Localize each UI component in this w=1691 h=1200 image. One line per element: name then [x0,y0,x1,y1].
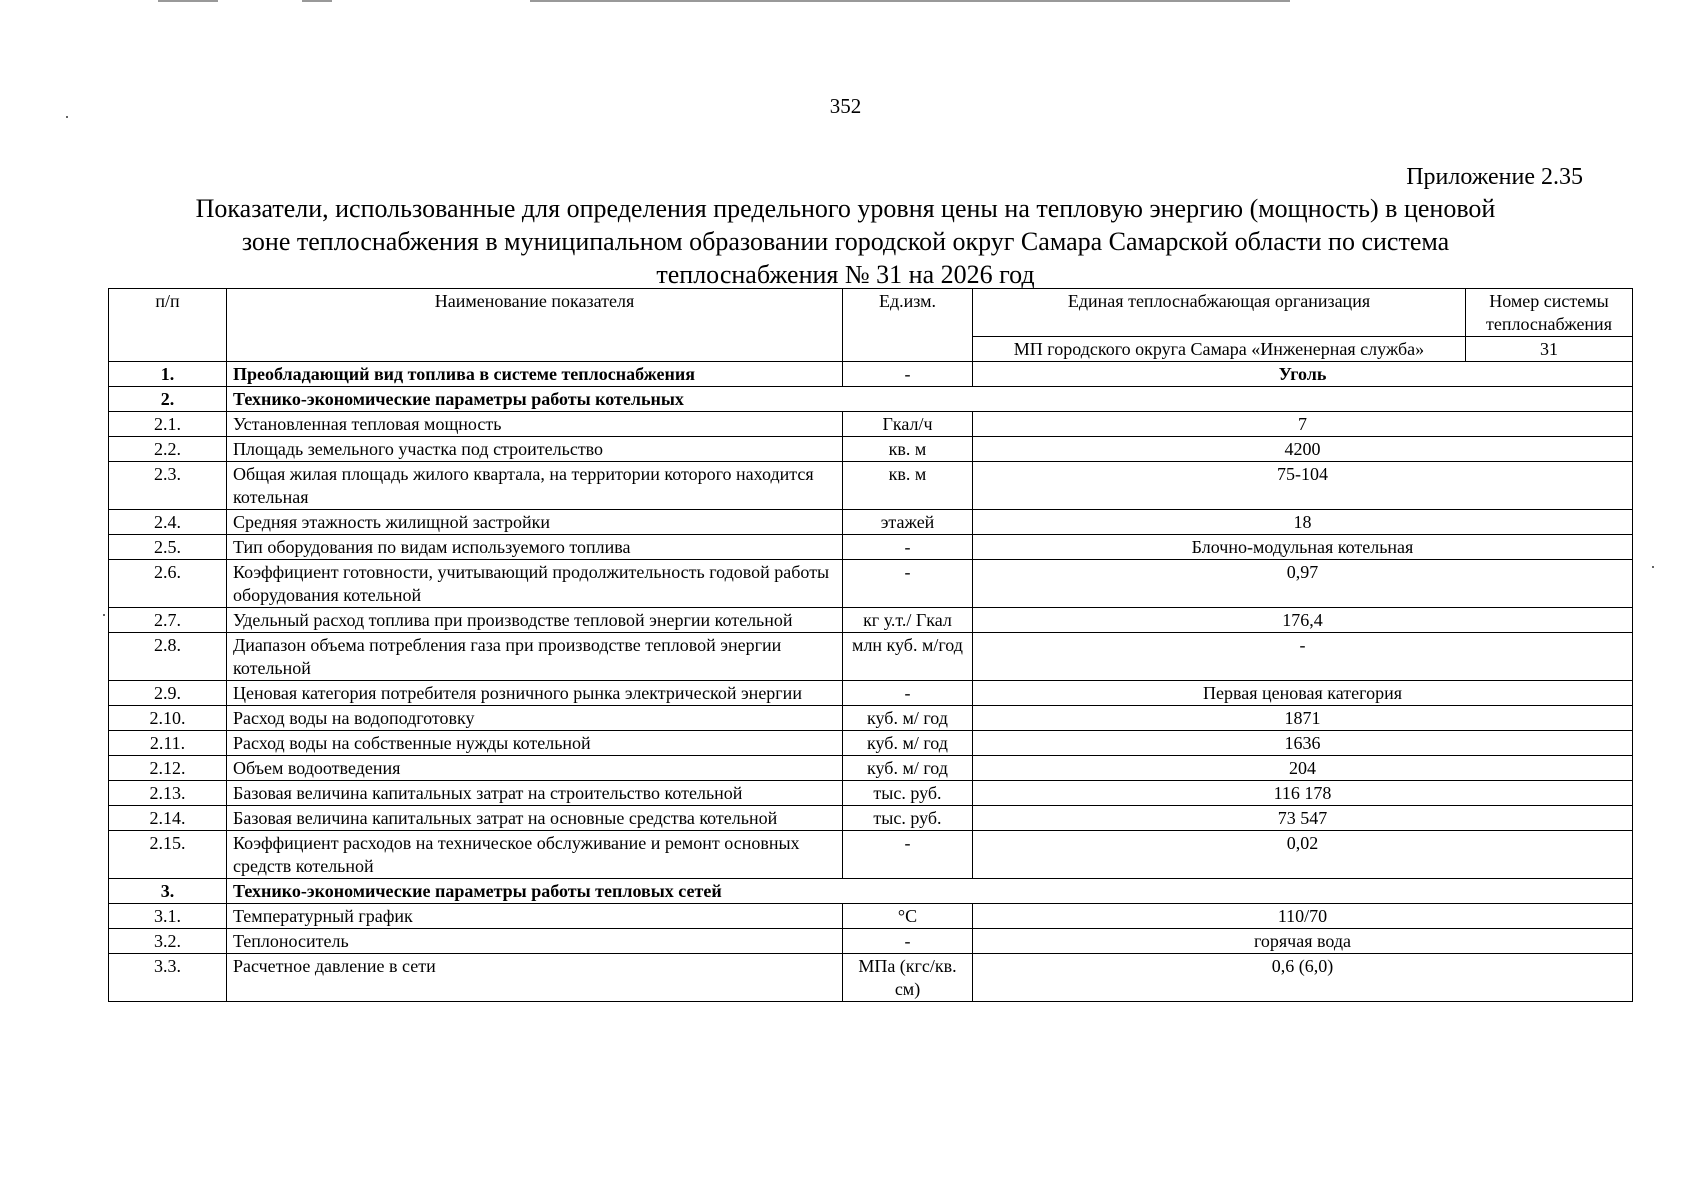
row-value: 116 178 [973,781,1633,806]
title-line-2: зоне теплоснабжения в муниципальном образовании городской округ Самара Самарской области по система [241,227,1450,256]
table-row [109,535,1633,560]
row-name: Расход воды на водоподготовку [227,706,843,731]
row-name: Базовая величина капитальных затрат на строительство котельной [227,781,843,806]
table-row [109,806,1633,831]
row-number: 2.5. [109,535,227,560]
section-title: Технико-экономические параметры работы котельных [227,387,1633,412]
document-title [108,192,1583,291]
page-number: 352 [829,94,862,118]
title-line-3: теплоснабжения № 31 на 2026 год [656,260,1035,289]
row-number: 2. [109,387,227,412]
table-row [109,756,1633,781]
row-name: Общая жилая площадь жилого квартала, на территории которого находится котельная [227,462,843,510]
row-value: горячая вода [973,929,1633,954]
table-row [109,831,1633,879]
row-unit: - [843,560,973,608]
row-number: 3.3. [109,954,227,1002]
system-number: 31 [1466,337,1633,362]
row-unit: куб. м/ год [843,706,973,731]
table-row [109,462,1633,510]
row-name: Расход воды на собственные нужды котельной [227,731,843,756]
row-value: 75-104 [973,462,1633,510]
row-value: 4200 [973,437,1633,462]
header-unit: Ед.изм. [843,289,973,362]
row-unit: тыс. руб. [843,781,973,806]
row-name: Коэффициент готовности, учитывающий продолжительность годовой работы оборудования котельной [227,560,843,608]
row-number: 2.3. [109,462,227,510]
row-unit: тыс. руб. [843,806,973,831]
section-title: Технико-экономические параметры работы тепловых сетей [227,879,1633,904]
indicators-table [108,288,1633,1002]
row-value: 0,6 (6,0) [973,954,1633,1002]
row-number: 3. [109,879,227,904]
row-number: 2.15. [109,831,227,879]
table-row [109,437,1633,462]
table-header-row [109,289,1633,337]
section-row [109,387,1633,412]
table-row [109,633,1633,681]
row-value: 110/70 [973,904,1633,929]
row-value: 0,97 [973,560,1633,608]
row-unit: - [843,362,973,387]
row-number: 3.1. [109,904,227,929]
row-name: Объем водоотведения [227,756,843,781]
row-name: Преобладающий вид топлива в системе теплоснабжения [227,362,843,387]
row-unit: МПа (кгс/кв. см) [843,954,973,1002]
row-value: 1871 [973,706,1633,731]
row-value: Уголь [973,362,1633,387]
row-number: 2.9. [109,681,227,706]
scan-edge-line [302,0,332,2]
row-number: 2.7. [109,608,227,633]
scan-edge-line [530,0,1290,2]
row-number: 2.14. [109,806,227,831]
table-row [109,412,1633,437]
table-row [109,510,1633,535]
row-value: 0,02 [973,831,1633,879]
row-name: Удельный расход топлива при производстве тепловой энергии котельной [227,608,843,633]
row-unit: этажей [843,510,973,535]
header-num: п/п [109,289,227,362]
row-name: Площадь земельного участка под строительство [227,437,843,462]
section-row [109,879,1633,904]
scan-edge-line [158,0,218,2]
row-unit: куб. м/ год [843,756,973,781]
row-unit: - [843,831,973,879]
row-number: 2.1. [109,412,227,437]
table-row [109,904,1633,929]
row-number: 2.2. [109,437,227,462]
row-unit: млн куб. м/год [843,633,973,681]
table-row [109,706,1633,731]
header-name: Наименование показателя [227,289,843,362]
row-number: 2.6. [109,560,227,608]
row-value: Первая ценовая категория [973,681,1633,706]
row-name: Температурный график [227,904,843,929]
row-unit: кв. м [843,462,973,510]
row-number: 2.11. [109,731,227,756]
table-row [109,781,1633,806]
row-number: 2.12. [109,756,227,781]
org-name: МП городского округа Самара «Инженерная служба» [973,337,1466,362]
table-row [109,731,1633,756]
row-value: - [973,633,1633,681]
row-value: 7 [973,412,1633,437]
row-name: Установленная тепловая мощность [227,412,843,437]
row-name: Диапазон объема потребления газа при производстве тепловой энергии котельной [227,633,843,681]
scan-speck [1652,566,1654,568]
row-number: 1. [109,362,227,387]
row-unit: Гкал/ч [843,412,973,437]
appendix-label: Приложение 2.35 [1406,164,1583,190]
row-unit: - [843,681,973,706]
table-row [109,560,1633,608]
row-name: Тип оборудования по видам используемого топлива [227,535,843,560]
table-row [109,608,1633,633]
row-name: Ценовая категория потребителя розничного рынка электрической энергии [227,681,843,706]
row-number: 2.13. [109,781,227,806]
row-value: 73 547 [973,806,1633,831]
row-unit: - [843,535,973,560]
row-value: 18 [973,510,1633,535]
row-number: 3.2. [109,929,227,954]
title-line-1: Показатели, использованные для определения предельного уровня цены на тепловую энергию (мощность) в ценовой [195,194,1496,223]
row-unit: куб. м/ год [843,731,973,756]
header-system: Номер системы теплоснабжения [1466,289,1633,337]
row-name: Расчетное давление в сети [227,954,843,1002]
row-number: 2.10. [109,706,227,731]
row-unit: - [843,929,973,954]
row-value: 176,4 [973,608,1633,633]
table-row [109,929,1633,954]
row-unit: кг у.т./ Гкал [843,608,973,633]
row-value: 204 [973,756,1633,781]
row-name: Базовая величина капитальных затрат на основные средства котельной [227,806,843,831]
table-row [109,362,1633,387]
scan-speck [103,614,105,616]
header-org: Единая теплоснабжающая организация [973,289,1466,337]
table-row [109,954,1633,1002]
row-number: 2.8. [109,633,227,681]
row-value: Блочно-модульная котельная [973,535,1633,560]
row-name: Коэффициент расходов на техническое обслуживание и ремонт основных средств котельной [227,831,843,879]
row-unit: кв. м [843,437,973,462]
row-name: Средняя этажность жилищной застройки [227,510,843,535]
row-number: 2.4. [109,510,227,535]
row-name: Теплоноситель [227,929,843,954]
table-row [109,681,1633,706]
row-unit: °С [843,904,973,929]
row-value: 1636 [973,731,1633,756]
